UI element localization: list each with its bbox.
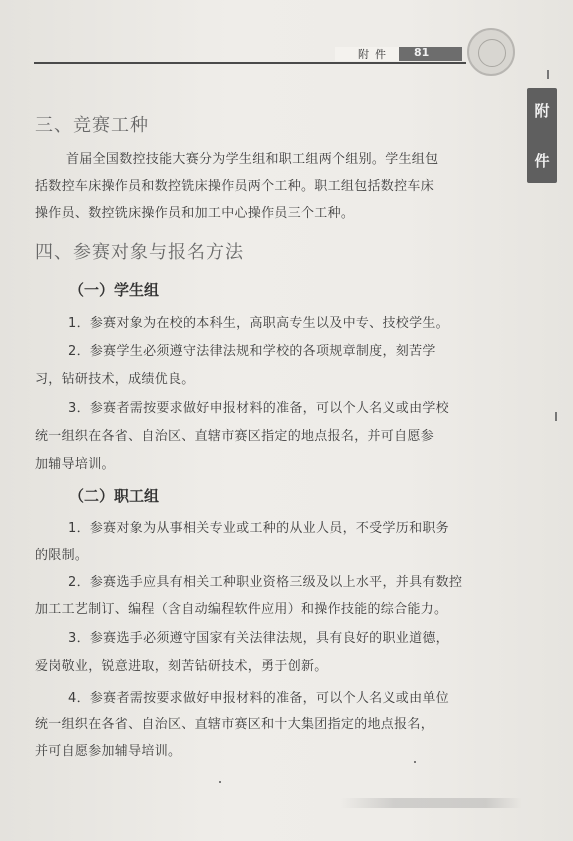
paragraph-line: 1．参赛对象为在校的本科生，高职高专生以及中专、技校学生。: [68, 316, 449, 331]
scan-speck: [414, 761, 416, 763]
paragraph-line: 统一组织在各省、自治区、直辖市赛区和十大集团指定的地点报名，: [35, 717, 435, 732]
paragraph-line: 首届全国数控技能大赛分为学生组和职工组两个组别。学生组包: [66, 152, 439, 167]
scan-speck: [219, 781, 221, 783]
header-band: [335, 47, 462, 61]
header-label: 附件: [358, 48, 392, 61]
side-tab: [527, 88, 557, 183]
side-tab-char: 件: [534, 152, 550, 170]
paragraph-line: 3．参赛者需按要求做好申报材料的准备，可以个人名义或由学校: [68, 401, 449, 416]
paragraph-line: 2．参赛学生必须遵守法律法规和学校的各项规章制度，刻苦学: [68, 344, 436, 359]
paragraph-line: 统一组织在各省、自治区、直辖市赛区指定的地点报名，并可自愿参: [35, 429, 435, 444]
paragraph-line: 爱岗敬业，锐意进取，刻苦钻研技术，勇于创新。: [35, 659, 328, 674]
edge-mark: [547, 70, 549, 79]
seal-logo-icon: [467, 28, 515, 76]
paragraph-line: 的限制。: [35, 548, 89, 563]
paragraph-line: 2．参赛选手应具有相关工种职业资格三级及以上水平，并具有数控: [68, 575, 463, 590]
paragraph-line: 并可自愿参加辅导培训。: [35, 744, 182, 759]
subsection-heading: （二）职工组: [69, 487, 160, 505]
paragraph-line: 习，钻研技术，成绩优良。: [35, 372, 195, 387]
paragraph-line: 1．参赛对象为从事相关专业或工种的从业人员，不受学历和职务: [68, 521, 449, 536]
edge-mark: [555, 412, 557, 421]
section-title: 四、参赛对象与报名方法: [35, 242, 244, 263]
section-title: 三、竞赛工种: [35, 115, 149, 136]
header-rule: [34, 62, 466, 64]
paragraph-line: 加辅导培训。: [35, 457, 115, 472]
paragraph-line: 4．参赛者需按要求做好申报材料的准备，可以个人名义或由单位: [68, 691, 449, 706]
page-number: 81: [414, 46, 430, 59]
paragraph-line: 3．参赛选手必须遵守国家有关法律法规，具有良好的职业道德，: [68, 631, 449, 646]
paragraph-line: 括数控车床操作员和数控铣床操作员两个工种。职工组包括数控车床: [35, 179, 435, 194]
paragraph-line: 操作员、数控铣床操作员和加工中心操作员三个工种。: [35, 206, 355, 221]
subsection-heading: （一）学生组: [69, 281, 160, 299]
side-tab-char: 附: [534, 102, 550, 120]
footer-smudge: [340, 798, 522, 808]
paragraph-line: 加工工艺制订、编程（含自动编程软件应用）和操作技能的综合能力。: [35, 602, 448, 617]
